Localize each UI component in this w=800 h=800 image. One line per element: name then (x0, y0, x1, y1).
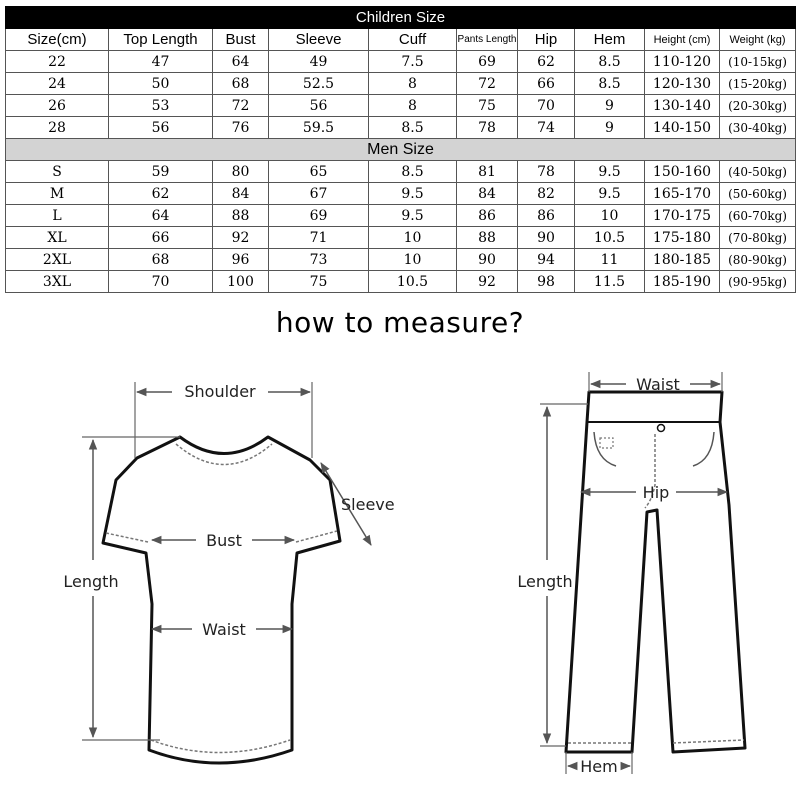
cell-bust: 84 (213, 183, 269, 205)
header-top-length: Top Length (109, 29, 213, 51)
cell-height: 185-190 (645, 271, 720, 293)
cell-bust: 100 (213, 271, 269, 293)
header-pants-length: Pants Length (457, 29, 518, 51)
cell-height: 170-175 (645, 205, 720, 227)
size-chart-table (5, 6, 796, 293)
cell-top-length: 50 (109, 73, 213, 95)
table-row (6, 271, 796, 293)
cell-size: 2XL (6, 249, 109, 271)
cell-size: 26 (6, 95, 109, 117)
cell-hem: 11 (575, 249, 645, 271)
table-row (6, 161, 796, 183)
cell-cuff: 8 (369, 73, 457, 95)
cell-sleeve: 73 (269, 249, 369, 271)
cell-pants-length: 72 (457, 73, 518, 95)
cell-weight: (90-95kg) (720, 271, 796, 293)
shirt-length-label: Length (63, 572, 119, 591)
cell-pants-length: 75 (457, 95, 518, 117)
header-cuff: Cuff (369, 29, 457, 51)
cell-height: 110-120 (645, 51, 720, 73)
pants-waist-label: Waist (636, 375, 680, 394)
cell-size: 28 (6, 117, 109, 139)
cell-top-length: 68 (109, 249, 213, 271)
table-row (6, 117, 796, 139)
table-header-row (6, 29, 796, 51)
cell-top-length: 53 (109, 95, 213, 117)
men-size-banner (6, 139, 796, 161)
cell-hip: 90 (518, 227, 575, 249)
cell-height: 120-130 (645, 73, 720, 95)
cell-height: 130-140 (645, 95, 720, 117)
cell-top-length: 59 (109, 161, 213, 183)
table-row (6, 249, 796, 271)
cell-sleeve: 69 (269, 205, 369, 227)
shoulder-label: Shoulder (184, 382, 256, 401)
cell-sleeve: 67 (269, 183, 369, 205)
cell-size: S (6, 161, 109, 183)
children-size-banner (6, 7, 796, 29)
cell-sleeve: 65 (269, 161, 369, 183)
header-hem: Hem (575, 29, 645, 51)
cell-hem: 8.5 (575, 73, 645, 95)
cell-hip: 98 (518, 271, 575, 293)
cell-bust: 68 (213, 73, 269, 95)
cell-pants-length: 88 (457, 227, 518, 249)
cell-hip: 82 (518, 183, 575, 205)
cell-pants-length: 78 (457, 117, 518, 139)
cell-hip: 94 (518, 249, 575, 271)
cell-pants-length: 90 (457, 249, 518, 271)
cell-hem: 9.5 (575, 183, 645, 205)
cell-hip: 78 (518, 161, 575, 183)
cell-bust: 92 (213, 227, 269, 249)
cell-top-length: 70 (109, 271, 213, 293)
cell-weight: (30-40kg) (720, 117, 796, 139)
cell-top-length: 66 (109, 227, 213, 249)
cell-hem: 9.5 (575, 161, 645, 183)
table-row (6, 51, 796, 73)
cell-size: 3XL (6, 271, 109, 293)
cell-sleeve: 75 (269, 271, 369, 293)
tshirt-outline (103, 437, 340, 763)
cell-height: 165-170 (645, 183, 720, 205)
cell-cuff: 10 (369, 249, 457, 271)
cell-cuff: 10.5 (369, 271, 457, 293)
cell-hip: 86 (518, 205, 575, 227)
cell-size: XL (6, 227, 109, 249)
cell-weight: (80-90kg) (720, 249, 796, 271)
table-row (6, 205, 796, 227)
header-bust: Bust (213, 29, 269, 51)
cell-weight: (10-15kg) (720, 51, 796, 73)
hem-label: Hem (580, 757, 618, 776)
pants-length-label: Length (517, 572, 573, 591)
cell-size: M (6, 183, 109, 205)
tshirt-diagram (63, 382, 394, 763)
cell-hip: 70 (518, 95, 575, 117)
cell-bust: 96 (213, 249, 269, 271)
cell-hem: 8.5 (575, 51, 645, 73)
children-size-title: Children Size (6, 7, 796, 29)
cell-cuff: 9.5 (369, 205, 457, 227)
cell-hem: 9 (575, 117, 645, 139)
cell-cuff: 8.5 (369, 161, 457, 183)
cell-height: 180-185 (645, 249, 720, 271)
cell-cuff: 8 (369, 95, 457, 117)
cell-pants-length: 92 (457, 271, 518, 293)
table-row (6, 183, 796, 205)
header-size: Size(cm) (6, 29, 109, 51)
cell-top-length: 56 (109, 117, 213, 139)
cell-top-length: 64 (109, 205, 213, 227)
shirt-waist-label: Waist (202, 620, 246, 639)
cell-weight: (15-20kg) (720, 73, 796, 95)
cell-pants-length: 81 (457, 161, 518, 183)
table-row (6, 95, 796, 117)
bust-label: Bust (206, 531, 242, 550)
header-height: Height (cm) (645, 29, 720, 51)
cell-weight: (60-70kg) (720, 205, 796, 227)
cell-weight: (70-80kg) (720, 227, 796, 249)
cell-pants-length: 69 (457, 51, 518, 73)
cell-hip: 74 (518, 117, 575, 139)
cell-hem: 9 (575, 95, 645, 117)
cell-hip: 66 (518, 73, 575, 95)
measurement-diagram (0, 360, 800, 800)
cell-bust: 80 (213, 161, 269, 183)
cell-size: 24 (6, 73, 109, 95)
cell-top-length: 47 (109, 51, 213, 73)
cell-sleeve: 56 (269, 95, 369, 117)
cell-size: 22 (6, 51, 109, 73)
cell-height: 150-160 (645, 161, 720, 183)
table-row (6, 227, 796, 249)
header-weight: Weight (kg) (720, 29, 796, 51)
cell-sleeve: 71 (269, 227, 369, 249)
cell-pants-length: 84 (457, 183, 518, 205)
cell-sleeve: 49 (269, 51, 369, 73)
cell-bust: 64 (213, 51, 269, 73)
cell-hem: 11.5 (575, 271, 645, 293)
header-sleeve: Sleeve (269, 29, 369, 51)
cell-cuff: 9.5 (369, 183, 457, 205)
cell-top-length: 62 (109, 183, 213, 205)
header-hip: Hip (518, 29, 575, 51)
cell-bust: 88 (213, 205, 269, 227)
cell-hip: 62 (518, 51, 575, 73)
cell-size: L (6, 205, 109, 227)
cell-weight: (50-60kg) (720, 183, 796, 205)
cell-hem: 10 (575, 205, 645, 227)
cell-weight: (40-50kg) (720, 161, 796, 183)
cell-cuff: 7.5 (369, 51, 457, 73)
cell-cuff: 8.5 (369, 117, 457, 139)
pants-diagram (517, 372, 745, 776)
men-size-title: Men Size (6, 139, 796, 161)
cell-height: 175-180 (645, 227, 720, 249)
cell-hem: 10.5 (575, 227, 645, 249)
cell-cuff: 10 (369, 227, 457, 249)
hip-label: Hip (642, 483, 670, 502)
how-to-measure-title: how to measure? (275, 306, 525, 339)
cell-sleeve: 52.5 (269, 73, 369, 95)
cell-bust: 72 (213, 95, 269, 117)
sleeve-label: Sleeve (341, 495, 395, 514)
table-row (6, 73, 796, 95)
cell-pants-length: 86 (457, 205, 518, 227)
cell-bust: 76 (213, 117, 269, 139)
cell-height: 140-150 (645, 117, 720, 139)
cell-sleeve: 59.5 (269, 117, 369, 139)
cell-weight: (20-30kg) (720, 95, 796, 117)
